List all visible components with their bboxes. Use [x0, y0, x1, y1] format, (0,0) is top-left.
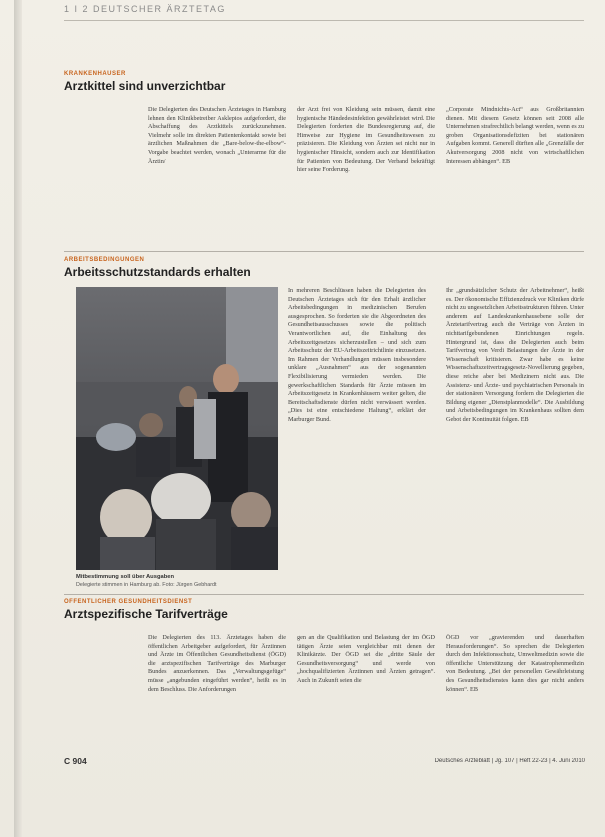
article-arbeitsbedingungen [64, 256, 584, 280]
photo-caption-text: Delegierte stimmen in Hamburg ab. Foto: Jürgen Gebhardt [76, 582, 217, 588]
section-divider [64, 251, 584, 252]
section-divider [64, 594, 584, 595]
article-column: Die Delegierten des 113. Ärztetages haben die öffentlichen Arbeitgeber aufgefordert, für Ärztinnen und Ärzte im Öffentlichen Gesundheitsdienst (ÖGD) die arztspezifischen Tarifverträge des Marburger Bundes anzuerkennen. Das „Verwaltungsgefüge“ müsse „angebunden eingeführt werden“, heißt es in dem Beschluss. Die Anforderungen [148, 634, 286, 693]
article-column: „Corporate Mindnichts-Act“ aus Großbritannien dienen. Mit diesem Gesetz können seit 2008 alle Unternehmen strafrechtlich belangt werden, wenn es zu groben Organisationsdefiziten bei stationären Aufgaben kommt. Generell dürften alle „Grenzfälle der Akutversorgung 2008 nicht von wirtschaftlichen Interessen abhängen“. EB [446, 106, 584, 165]
article-column: Ihr „grundsätzlicher Schutz der Arbeitnehmer“, heißt es. Der ökonomische Effizienzdruck vor Kliniken dürfe nicht zu ungesetzlichen Arbeitsstrukturen führen. Unter anderem auf Landeskrankenhausebene solle der Ärztetarifvertrag auch die Verträge von Ärzten in nichttarifgebundenen Einrichtungen regeln. Hintergrund ist, dass die Delegierten auch beim Tarifvertrag von Verdi Belastungen der Ärzte in der Wissenschaft kritisieren. Zwar habe es keine Wissenschaftszeitvertragsgesetz-Novellierung gegeben, diese reiche aber bei Medizinern nicht aus. Die Assistenz- und Ärzte- und psychiatrischen Personals in der stationären Versorgung fordern die Delegierten die Bildung eigener „Dienstplanmodelle“. Die Ausbildung und Arbeitsbedingungen im Krankenhaus sollten dem Gebot der Kontinuität folgen. EB [446, 287, 584, 423]
article-headline: Arztkittel sind unverzichtbar [64, 79, 226, 93]
header-rule [64, 20, 584, 21]
article-krankenhaeuser [64, 70, 584, 94]
article-kicker: KRANKENHÄUSER [64, 71, 126, 77]
journal-citation: Deutsches Ärzteblatt | Jg. 107 | Heft 22-23 | 4. Juni 2010 [434, 758, 585, 764]
article-kicker: ARBEITSBEDINGUNGEN [64, 257, 145, 263]
article-kicker: ÖFFENTLICHER GESUNDHEITSDIENST [64, 599, 193, 605]
article-column: gen an die Qualifikation und Belastung der im ÖGD tätigen Ärzte seien vergleichbar mit denen der Klinikärzte. Der ÖGD sei die „dritte Säule der Gesundheitsversorgung“ und werde von „hochqualifizierten Ärztinnen und Ärzten getragen“. Auch in Zukunft seien die [297, 634, 435, 684]
delegates-photo-illustration [76, 287, 278, 570]
page-number: C 904 [64, 756, 87, 766]
article-column: In mehreren Beschlüssen haben die Delegierten des Deutschen Ärztetages sich für den Erhalt ärztlicher Arbeitsbedingungen in medizinischen Berufen ausgesprochen. So forderten sie die Abgeordneten des Gesundheitsausschusses sowie die politisch Verantwortlichen auf, die Einhaltung des Arbeitszeitgesetzes sicherzustellen – und sich zum Arbeitsschutz der EU-Arbeitszeitrichtlinie einzusetzen. Im Rahmen der Verhandlungen müssen insbesondere unklare „Ausnahmen“ aus der sogenannten Flexibilisierung vermieden werden. Die gewerkschaftlichen Standards für Ärzte müssen im Arbeitszeitgesetz in Krankenhäusern weiter gelten, die Bereitschaftsdienste dürfen nicht verwässert werden. „Dies ist eine entschiedene Haltung“, erklärt der Marburger Bund. [288, 287, 426, 423]
article-body [288, 287, 584, 569]
article-headline: Arztspezifische Tarifverträge [64, 607, 228, 621]
article-column: ÖGD vor „gravierenden und dauerhaften Herausforderungen“. So sprechen die Delegierten durch den Infektionsschutz, Umweltmedizin sowie die öffentliche Unterstützung der Katastrophenmedizin von Bedeutung. „Bei der personellen Gewährleistung des Gesundheitsdienstes kann dies gar nicht anders können“. EB [446, 634, 584, 693]
article-column: der Arzt frei von Kleidung sein müssen, damit eine hygienische Händedesinfektion gewährleistet wird. Die Delegierten forderten die Bundesregierung auf, die Hinweise zur Hygiene im Gesundheitswesen zu präzisieren. Die Kleidung von Ärzten sei nicht nur in hygienischer Hinsicht, sondern auch zur Identifikation für Patienten von Bedeutung. Der Verband bekräftigt hier seine Forderung. [297, 106, 435, 174]
article-photo [76, 287, 278, 570]
article-body [148, 634, 584, 746]
article-oeffentlicher-gesundheitsdienst [64, 598, 584, 622]
running-head: 1 I 2 DEUTSCHER ÄRZTETAG [64, 4, 226, 14]
article-body [148, 106, 584, 246]
article-column: Die Delegierten des Deutschen Ärztetages in Hamburg lehnen den Klinikbetreiber Asklepios aufgefordert, die Abschaffung des Arztkittels zurückzunehmen. Vielmehr solle im direkten Patientenkontakt sowie bei ärztlichen Maßnahmen die „Bare-below-the-elbow“-Vorgabe beachtet werden, wonach „Unterarme für die Ärztin/ [148, 106, 286, 165]
photo-caption-title: Mitbestimmung soll über Ausgaben [76, 574, 175, 580]
article-headline: Arbeitsschutzstandards erhalten [64, 265, 251, 279]
page-binding-edge [14, 0, 22, 837]
